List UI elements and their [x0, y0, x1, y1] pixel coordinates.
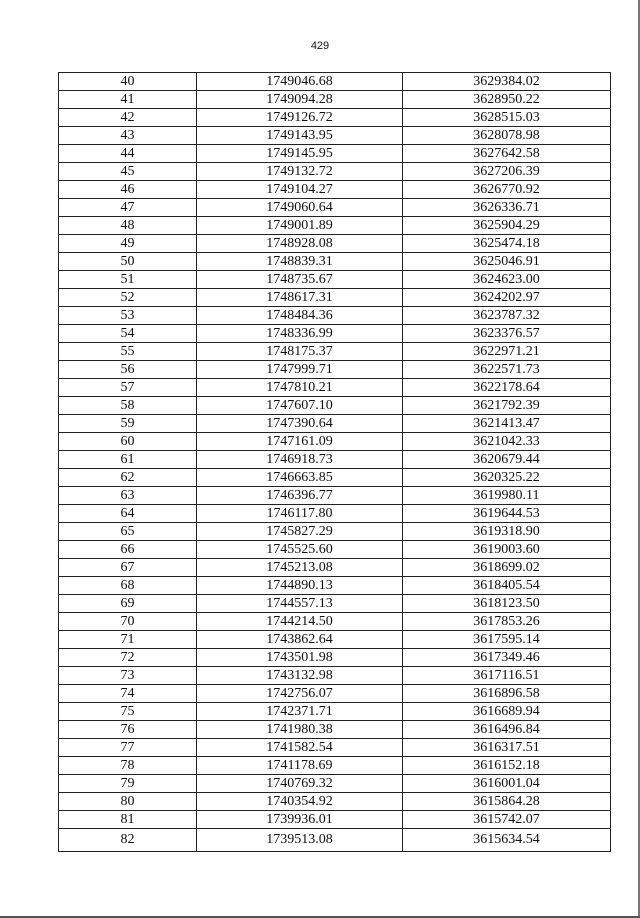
point-number-cell: 76 [59, 721, 197, 739]
point-number-cell: 67 [59, 559, 197, 577]
point-number-cell: 51 [59, 271, 197, 289]
northing-cell: 3618405.54 [403, 577, 611, 595]
easting-cell: 1746663.85 [197, 469, 403, 487]
northing-cell: 3619003.60 [403, 541, 611, 559]
northing-cell: 3621413.47 [403, 415, 611, 433]
northing-cell: 3617349.46 [403, 649, 611, 667]
table-row [59, 127, 611, 145]
northing-cell: 3626336.71 [403, 199, 611, 217]
table-row [59, 253, 611, 271]
easting-cell: 1743132.98 [197, 667, 403, 685]
table-row [59, 199, 611, 217]
northing-cell: 3616001.04 [403, 775, 611, 793]
easting-cell: 1748617.31 [197, 289, 403, 307]
table-row [59, 181, 611, 199]
northing-cell: 3625046.91 [403, 253, 611, 271]
easting-cell: 1742756.07 [197, 685, 403, 703]
point-number-cell: 55 [59, 343, 197, 361]
table-row [59, 703, 611, 721]
easting-cell: 1741582.54 [197, 739, 403, 757]
easting-cell: 1746396.77 [197, 487, 403, 505]
easting-cell: 1747390.64 [197, 415, 403, 433]
table-row [59, 631, 611, 649]
northing-cell: 3623787.32 [403, 307, 611, 325]
table-row [59, 757, 611, 775]
table-row [59, 505, 611, 523]
easting-cell: 1744890.13 [197, 577, 403, 595]
easting-cell: 1747999.71 [197, 361, 403, 379]
point-number-cell: 79 [59, 775, 197, 793]
table-row [59, 811, 611, 829]
point-number-cell: 81 [59, 811, 197, 829]
point-number-cell: 80 [59, 793, 197, 811]
point-number-cell: 60 [59, 433, 197, 451]
table-row [59, 775, 611, 793]
point-number-cell: 63 [59, 487, 197, 505]
page-number: 429 [310, 40, 330, 52]
table-row [59, 325, 611, 343]
northing-cell: 3616496.84 [403, 721, 611, 739]
table-row [59, 793, 611, 811]
easting-cell: 1748484.36 [197, 307, 403, 325]
easting-cell: 1748735.67 [197, 271, 403, 289]
table-row [59, 559, 611, 577]
table-row [59, 577, 611, 595]
table-row [59, 469, 611, 487]
northing-cell: 3625474.18 [403, 235, 611, 253]
easting-cell: 1743862.64 [197, 631, 403, 649]
northing-cell: 3628950.22 [403, 91, 611, 109]
point-number-cell: 72 [59, 649, 197, 667]
easting-cell: 1745827.29 [197, 523, 403, 541]
northing-cell: 3623376.57 [403, 325, 611, 343]
easting-cell: 1749145.95 [197, 145, 403, 163]
table-row [59, 271, 611, 289]
northing-cell: 3627642.58 [403, 145, 611, 163]
northing-cell: 3617116.51 [403, 667, 611, 685]
northing-cell: 3618699.02 [403, 559, 611, 577]
point-number-cell: 44 [59, 145, 197, 163]
table-row [59, 649, 611, 667]
easting-cell: 1739936.01 [197, 811, 403, 829]
point-number-cell: 74 [59, 685, 197, 703]
northing-cell: 3621792.39 [403, 397, 611, 415]
table-row [59, 109, 611, 127]
northing-cell: 3624202.97 [403, 289, 611, 307]
point-number-cell: 56 [59, 361, 197, 379]
easting-cell: 1743501.98 [197, 649, 403, 667]
table-row [59, 829, 611, 852]
point-number-cell: 62 [59, 469, 197, 487]
northing-cell: 3615864.28 [403, 793, 611, 811]
easting-cell: 1747607.10 [197, 397, 403, 415]
table-row [59, 235, 611, 253]
point-number-cell: 69 [59, 595, 197, 613]
table-row [59, 415, 611, 433]
coordinates-table [58, 72, 611, 852]
northing-cell: 3622571.73 [403, 361, 611, 379]
table-row [59, 595, 611, 613]
easting-cell: 1747810.21 [197, 379, 403, 397]
northing-cell: 3626770.92 [403, 181, 611, 199]
northing-cell: 3627206.39 [403, 163, 611, 181]
point-number-cell: 82 [59, 829, 197, 852]
easting-cell: 1748928.08 [197, 235, 403, 253]
northing-cell: 3628515.03 [403, 109, 611, 127]
table-row [59, 91, 611, 109]
easting-cell: 1749046.68 [197, 73, 403, 91]
northing-cell: 3620325.22 [403, 469, 611, 487]
table-row [59, 451, 611, 469]
table-row [59, 289, 611, 307]
northing-cell: 3628078.98 [403, 127, 611, 145]
point-number-cell: 48 [59, 217, 197, 235]
northing-cell: 3615634.54 [403, 829, 611, 852]
point-number-cell: 73 [59, 667, 197, 685]
table-row [59, 613, 611, 631]
easting-cell: 1739513.08 [197, 829, 403, 852]
northing-cell: 3622178.64 [403, 379, 611, 397]
point-number-cell: 61 [59, 451, 197, 469]
easting-cell: 1744214.50 [197, 613, 403, 631]
point-number-cell: 57 [59, 379, 197, 397]
point-number-cell: 71 [59, 631, 197, 649]
table-row [59, 433, 611, 451]
northing-cell: 3624623.00 [403, 271, 611, 289]
easting-cell: 1745525.60 [197, 541, 403, 559]
point-number-cell: 64 [59, 505, 197, 523]
easting-cell: 1745213.08 [197, 559, 403, 577]
point-number-cell: 41 [59, 91, 197, 109]
easting-cell: 1742371.71 [197, 703, 403, 721]
northing-cell: 3619644.53 [403, 505, 611, 523]
easting-cell: 1749143.95 [197, 127, 403, 145]
northing-cell: 3617853.26 [403, 613, 611, 631]
point-number-cell: 52 [59, 289, 197, 307]
northing-cell: 3629384.02 [403, 73, 611, 91]
northing-cell: 3619318.90 [403, 523, 611, 541]
northing-cell: 3617595.14 [403, 631, 611, 649]
point-number-cell: 40 [59, 73, 197, 91]
easting-cell: 1741980.38 [197, 721, 403, 739]
point-number-cell: 70 [59, 613, 197, 631]
point-number-cell: 46 [59, 181, 197, 199]
table-row [59, 523, 611, 541]
easting-cell: 1740769.32 [197, 775, 403, 793]
point-number-cell: 49 [59, 235, 197, 253]
point-number-cell: 53 [59, 307, 197, 325]
northing-cell: 3620679.44 [403, 451, 611, 469]
northing-cell: 3621042.33 [403, 433, 611, 451]
table-row [59, 163, 611, 181]
point-number-cell: 45 [59, 163, 197, 181]
northing-cell: 3622971.21 [403, 343, 611, 361]
point-number-cell: 42 [59, 109, 197, 127]
easting-cell: 1740354.92 [197, 793, 403, 811]
table-row [59, 721, 611, 739]
point-number-cell: 50 [59, 253, 197, 271]
easting-cell: 1741178.69 [197, 757, 403, 775]
northing-cell: 3625904.29 [403, 217, 611, 235]
northing-cell: 3618123.50 [403, 595, 611, 613]
point-number-cell: 54 [59, 325, 197, 343]
point-number-cell: 47 [59, 199, 197, 217]
table-row [59, 361, 611, 379]
easting-cell: 1744557.13 [197, 595, 403, 613]
northing-cell: 3616152.18 [403, 757, 611, 775]
point-number-cell: 68 [59, 577, 197, 595]
easting-cell: 1749126.72 [197, 109, 403, 127]
point-number-cell: 77 [59, 739, 197, 757]
easting-cell: 1749060.64 [197, 199, 403, 217]
easting-cell: 1746918.73 [197, 451, 403, 469]
point-number-cell: 65 [59, 523, 197, 541]
northing-cell: 3616896.58 [403, 685, 611, 703]
northing-cell: 3616317.51 [403, 739, 611, 757]
table-row [59, 739, 611, 757]
coordinates-table-body [59, 73, 611, 852]
point-number-cell: 43 [59, 127, 197, 145]
table-row [59, 343, 611, 361]
point-number-cell: 66 [59, 541, 197, 559]
easting-cell: 1748175.37 [197, 343, 403, 361]
easting-cell: 1746117.80 [197, 505, 403, 523]
easting-cell: 1747161.09 [197, 433, 403, 451]
table-row [59, 217, 611, 235]
point-number-cell: 58 [59, 397, 197, 415]
table-row [59, 379, 611, 397]
easting-cell: 1748336.99 [197, 325, 403, 343]
table-row [59, 541, 611, 559]
northing-cell: 3616689.94 [403, 703, 611, 721]
table-row [59, 307, 611, 325]
easting-cell: 1748839.31 [197, 253, 403, 271]
easting-cell: 1749104.27 [197, 181, 403, 199]
table-row [59, 685, 611, 703]
easting-cell: 1749132.72 [197, 163, 403, 181]
point-number-cell: 59 [59, 415, 197, 433]
easting-cell: 1749001.89 [197, 217, 403, 235]
table-row [59, 73, 611, 91]
northing-cell: 3615742.07 [403, 811, 611, 829]
table-row [59, 145, 611, 163]
table-row [59, 487, 611, 505]
northing-cell: 3619980.11 [403, 487, 611, 505]
point-number-cell: 78 [59, 757, 197, 775]
table-row [59, 397, 611, 415]
point-number-cell: 75 [59, 703, 197, 721]
table-row [59, 667, 611, 685]
easting-cell: 1749094.28 [197, 91, 403, 109]
